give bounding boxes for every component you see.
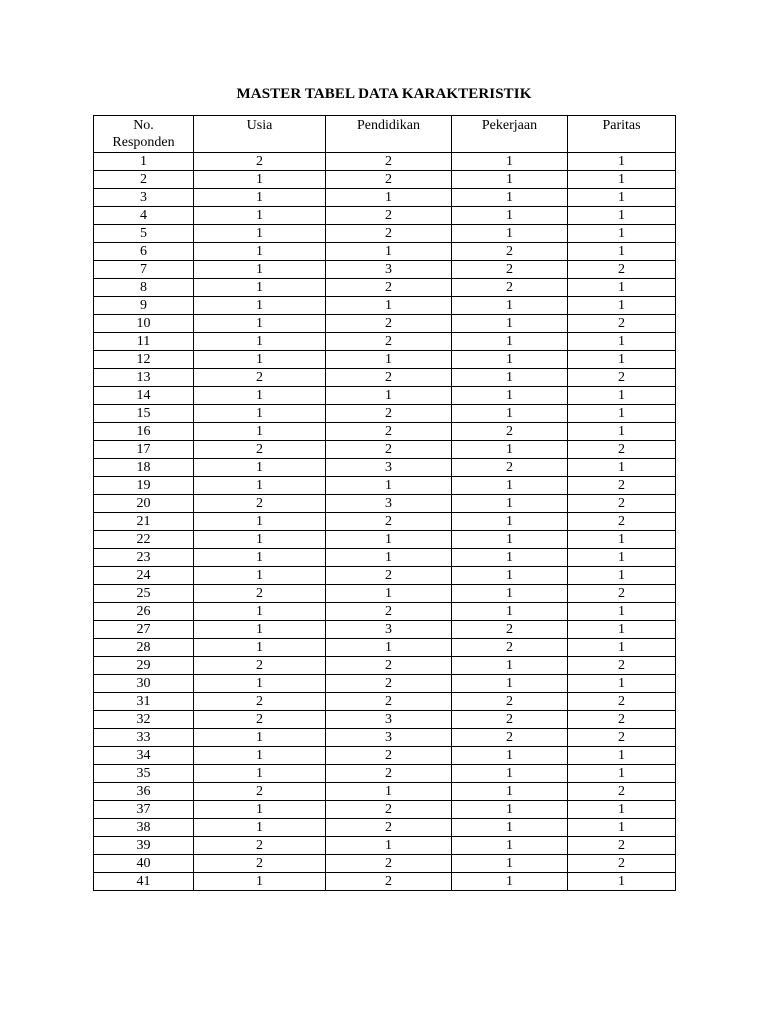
cell-paritas: 1 <box>568 279 676 297</box>
cell-usia: 1 <box>194 333 326 351</box>
cell-paritas: 1 <box>568 801 676 819</box>
cell-pekerjaan: 1 <box>452 585 568 603</box>
cell-pendidikan: 2 <box>326 225 452 243</box>
cell-usia: 2 <box>194 711 326 729</box>
cell-no-responden: 24 <box>94 567 194 585</box>
table-row <box>94 459 676 477</box>
cell-usia: 2 <box>194 369 326 387</box>
cell-usia: 1 <box>194 801 326 819</box>
cell-pekerjaan: 1 <box>452 225 568 243</box>
cell-paritas: 1 <box>568 351 676 369</box>
cell-pekerjaan: 1 <box>452 837 568 855</box>
cell-pekerjaan: 1 <box>452 567 568 585</box>
cell-usia: 2 <box>194 657 326 675</box>
cell-paritas: 1 <box>568 171 676 189</box>
cell-pendidikan: 2 <box>326 765 452 783</box>
cell-usia: 1 <box>194 351 326 369</box>
table-row <box>94 783 676 801</box>
page-title: MASTER TABEL DATA KARAKTERISTIK <box>236 86 532 102</box>
cell-pendidikan: 1 <box>326 585 452 603</box>
cell-pekerjaan: 1 <box>452 297 568 315</box>
cell-pendidikan: 2 <box>326 675 452 693</box>
cell-pekerjaan: 1 <box>452 819 568 837</box>
cell-usia: 1 <box>194 513 326 531</box>
cell-usia: 1 <box>194 225 326 243</box>
cell-pekerjaan: 1 <box>452 405 568 423</box>
cell-paritas: 2 <box>568 693 676 711</box>
cell-pekerjaan: 1 <box>452 855 568 873</box>
cell-pendidikan: 3 <box>326 621 452 639</box>
cell-usia: 1 <box>194 297 326 315</box>
cell-pekerjaan: 2 <box>452 639 568 657</box>
cell-pendidikan: 2 <box>326 603 452 621</box>
table-row <box>94 621 676 639</box>
cell-usia: 2 <box>194 585 326 603</box>
cell-pekerjaan: 1 <box>452 657 568 675</box>
table-row <box>94 153 676 171</box>
cell-usia: 1 <box>194 729 326 747</box>
table-row <box>94 333 676 351</box>
cell-paritas: 2 <box>568 729 676 747</box>
table-row <box>94 171 676 189</box>
cell-pekerjaan: 1 <box>452 531 568 549</box>
cell-usia: 1 <box>194 819 326 837</box>
cell-paritas: 2 <box>568 783 676 801</box>
cell-no-responden: 26 <box>94 603 194 621</box>
cell-usia: 1 <box>194 567 326 585</box>
cell-pekerjaan: 2 <box>452 711 568 729</box>
cell-paritas: 1 <box>568 639 676 657</box>
table-row <box>94 423 676 441</box>
table-row <box>94 207 676 225</box>
table-row <box>94 567 676 585</box>
table-row <box>94 315 676 333</box>
cell-usia: 1 <box>194 621 326 639</box>
cell-pekerjaan: 1 <box>452 783 568 801</box>
cell-pekerjaan: 1 <box>452 387 568 405</box>
table-row <box>94 729 676 747</box>
cell-no-responden: 36 <box>94 783 194 801</box>
header-row <box>94 116 676 153</box>
cell-paritas: 1 <box>568 387 676 405</box>
cell-paritas: 1 <box>568 873 676 891</box>
cell-no-responden: 8 <box>94 279 194 297</box>
cell-usia: 1 <box>194 207 326 225</box>
cell-no-responden: 12 <box>94 351 194 369</box>
cell-paritas: 1 <box>568 531 676 549</box>
header-usia: Usia <box>194 116 326 153</box>
cell-paritas: 1 <box>568 747 676 765</box>
cell-no-responden: 14 <box>94 387 194 405</box>
table-row <box>94 279 676 297</box>
cell-usia: 1 <box>194 279 326 297</box>
cell-pendidikan: 2 <box>326 441 452 459</box>
cell-pekerjaan: 2 <box>452 729 568 747</box>
cell-paritas: 1 <box>568 153 676 171</box>
table-row <box>94 603 676 621</box>
cell-pendidikan: 1 <box>326 297 452 315</box>
table-row <box>94 405 676 423</box>
cell-no-responden: 22 <box>94 531 194 549</box>
cell-usia: 1 <box>194 387 326 405</box>
cell-pekerjaan: 2 <box>452 279 568 297</box>
cell-pekerjaan: 1 <box>452 873 568 891</box>
cell-usia: 1 <box>194 477 326 495</box>
table-row <box>94 243 676 261</box>
cell-usia: 1 <box>194 315 326 333</box>
header-no-responden-label: No. Responden <box>112 118 175 150</box>
cell-pendidikan: 3 <box>326 729 452 747</box>
cell-pendidikan: 2 <box>326 567 452 585</box>
table-row <box>94 639 676 657</box>
cell-no-responden: 38 <box>94 819 194 837</box>
cell-paritas: 2 <box>568 495 676 513</box>
cell-no-responden: 31 <box>94 693 194 711</box>
cell-usia: 1 <box>194 243 326 261</box>
cell-no-responden: 37 <box>94 801 194 819</box>
cell-pendidikan: 2 <box>326 315 452 333</box>
cell-paritas: 1 <box>568 459 676 477</box>
cell-pendidikan: 1 <box>326 351 452 369</box>
cell-no-responden: 18 <box>94 459 194 477</box>
cell-pekerjaan: 1 <box>452 171 568 189</box>
cell-no-responden: 27 <box>94 621 194 639</box>
cell-no-responden: 3 <box>94 189 194 207</box>
cell-no-responden: 25 <box>94 585 194 603</box>
table-row <box>94 747 676 765</box>
cell-usia: 1 <box>194 423 326 441</box>
table-row <box>94 765 676 783</box>
table-row <box>94 585 676 603</box>
cell-usia: 1 <box>194 531 326 549</box>
cell-usia: 1 <box>194 171 326 189</box>
cell-no-responden: 16 <box>94 423 194 441</box>
cell-pekerjaan: 2 <box>452 243 568 261</box>
cell-usia: 1 <box>194 405 326 423</box>
cell-no-responden: 41 <box>94 873 194 891</box>
cell-pendidikan: 2 <box>326 369 452 387</box>
cell-pendidikan: 2 <box>326 513 452 531</box>
cell-pendidikan: 1 <box>326 549 452 567</box>
header-no-responden <box>94 116 194 153</box>
cell-usia: 1 <box>194 765 326 783</box>
cell-usia: 1 <box>194 675 326 693</box>
cell-paritas: 1 <box>568 819 676 837</box>
cell-usia: 2 <box>194 441 326 459</box>
cell-paritas: 1 <box>568 549 676 567</box>
cell-pendidikan: 2 <box>326 657 452 675</box>
cell-pekerjaan: 1 <box>452 315 568 333</box>
cell-pekerjaan: 1 <box>452 333 568 351</box>
cell-pendidikan: 1 <box>326 189 452 207</box>
cell-pendidikan: 2 <box>326 819 452 837</box>
cell-no-responden: 33 <box>94 729 194 747</box>
cell-paritas: 1 <box>568 189 676 207</box>
table-row <box>94 819 676 837</box>
cell-pendidikan: 2 <box>326 855 452 873</box>
cell-pendidikan: 2 <box>326 153 452 171</box>
cell-paritas: 1 <box>568 675 676 693</box>
cell-pekerjaan: 1 <box>452 153 568 171</box>
cell-pendidikan: 2 <box>326 207 452 225</box>
cell-pendidikan: 2 <box>326 873 452 891</box>
cell-pendidikan: 2 <box>326 423 452 441</box>
cell-usia: 1 <box>194 459 326 477</box>
table-row <box>94 441 676 459</box>
table-row <box>94 531 676 549</box>
cell-pekerjaan: 1 <box>452 351 568 369</box>
cell-no-responden: 17 <box>94 441 194 459</box>
master-data-table <box>93 115 676 891</box>
cell-pendidikan: 2 <box>326 693 452 711</box>
cell-pendidikan: 1 <box>326 639 452 657</box>
cell-pendidikan: 1 <box>326 531 452 549</box>
cell-no-responden: 11 <box>94 333 194 351</box>
cell-usia: 1 <box>194 873 326 891</box>
table-row <box>94 657 676 675</box>
cell-paritas: 1 <box>568 243 676 261</box>
cell-paritas: 1 <box>568 405 676 423</box>
cell-pendidikan: 3 <box>326 495 452 513</box>
cell-pendidikan: 2 <box>326 279 452 297</box>
table-row <box>94 549 676 567</box>
cell-pekerjaan: 2 <box>452 459 568 477</box>
cell-no-responden: 32 <box>94 711 194 729</box>
cell-paritas: 1 <box>568 225 676 243</box>
cell-pekerjaan: 1 <box>452 369 568 387</box>
cell-paritas: 1 <box>568 567 676 585</box>
cell-usia: 1 <box>194 639 326 657</box>
cell-no-responden: 7 <box>94 261 194 279</box>
cell-pekerjaan: 2 <box>452 261 568 279</box>
cell-no-responden: 13 <box>94 369 194 387</box>
cell-paritas: 1 <box>568 333 676 351</box>
cell-pekerjaan: 1 <box>452 801 568 819</box>
cell-pendidikan: 1 <box>326 477 452 495</box>
cell-no-responden: 5 <box>94 225 194 243</box>
cell-usia: 1 <box>194 189 326 207</box>
table-row <box>94 675 676 693</box>
cell-pekerjaan: 2 <box>452 693 568 711</box>
cell-usia: 2 <box>194 837 326 855</box>
cell-pendidikan: 2 <box>326 747 452 765</box>
cell-no-responden: 10 <box>94 315 194 333</box>
table-row <box>94 225 676 243</box>
cell-no-responden: 21 <box>94 513 194 531</box>
cell-pendidikan: 2 <box>326 333 452 351</box>
cell-pendidikan: 2 <box>326 405 452 423</box>
cell-pendidikan: 1 <box>326 243 452 261</box>
cell-pekerjaan: 1 <box>452 549 568 567</box>
table-row <box>94 855 676 873</box>
header-pekerjaan: Pekerjaan <box>452 116 568 153</box>
table-row <box>94 513 676 531</box>
cell-pekerjaan: 1 <box>452 603 568 621</box>
cell-usia: 2 <box>194 495 326 513</box>
cell-pendidikan: 1 <box>326 837 452 855</box>
cell-paritas: 2 <box>568 369 676 387</box>
table-header <box>94 116 676 153</box>
cell-pendidikan: 3 <box>326 711 452 729</box>
cell-pekerjaan: 1 <box>452 495 568 513</box>
cell-paritas: 2 <box>568 513 676 531</box>
table-row <box>94 711 676 729</box>
cell-paritas: 1 <box>568 621 676 639</box>
cell-no-responden: 6 <box>94 243 194 261</box>
header-paritas: Paritas <box>568 116 676 153</box>
cell-no-responden: 19 <box>94 477 194 495</box>
cell-pendidikan: 3 <box>326 459 452 477</box>
cell-usia: 1 <box>194 747 326 765</box>
cell-usia: 2 <box>194 855 326 873</box>
cell-no-responden: 9 <box>94 297 194 315</box>
cell-usia: 1 <box>194 603 326 621</box>
cell-no-responden: 1 <box>94 153 194 171</box>
cell-pekerjaan: 1 <box>452 765 568 783</box>
cell-pendidikan: 1 <box>326 387 452 405</box>
cell-no-responden: 30 <box>94 675 194 693</box>
cell-no-responden: 4 <box>94 207 194 225</box>
cell-paritas: 1 <box>568 207 676 225</box>
cell-pendidikan: 1 <box>326 783 452 801</box>
cell-pekerjaan: 1 <box>452 675 568 693</box>
cell-paritas: 2 <box>568 477 676 495</box>
cell-no-responden: 23 <box>94 549 194 567</box>
table-row <box>94 261 676 279</box>
cell-no-responden: 29 <box>94 657 194 675</box>
cell-pekerjaan: 1 <box>452 747 568 765</box>
cell-no-responden: 28 <box>94 639 194 657</box>
cell-pekerjaan: 2 <box>452 621 568 639</box>
cell-usia: 2 <box>194 153 326 171</box>
header-pendidikan: Pendidikan <box>326 116 452 153</box>
cell-pekerjaan: 1 <box>452 513 568 531</box>
table-row <box>94 351 676 369</box>
cell-paritas: 1 <box>568 603 676 621</box>
cell-pendidikan: 3 <box>326 261 452 279</box>
table-row <box>94 369 676 387</box>
cell-no-responden: 34 <box>94 747 194 765</box>
cell-paritas: 2 <box>568 837 676 855</box>
cell-paritas: 2 <box>568 855 676 873</box>
cell-pendidikan: 2 <box>326 171 452 189</box>
cell-usia: 2 <box>194 693 326 711</box>
cell-paritas: 2 <box>568 441 676 459</box>
cell-no-responden: 2 <box>94 171 194 189</box>
cell-usia: 1 <box>194 261 326 279</box>
cell-paritas: 2 <box>568 315 676 333</box>
cell-paritas: 1 <box>568 765 676 783</box>
cell-no-responden: 35 <box>94 765 194 783</box>
cell-pekerjaan: 2 <box>452 423 568 441</box>
cell-paritas: 1 <box>568 297 676 315</box>
cell-pekerjaan: 1 <box>452 441 568 459</box>
table-row <box>94 297 676 315</box>
cell-no-responden: 20 <box>94 495 194 513</box>
table-row <box>94 189 676 207</box>
table-row <box>94 801 676 819</box>
cell-paritas: 2 <box>568 711 676 729</box>
table-row <box>94 837 676 855</box>
table-row <box>94 495 676 513</box>
cell-paritas: 2 <box>568 585 676 603</box>
cell-pekerjaan: 1 <box>452 189 568 207</box>
cell-pekerjaan: 1 <box>452 207 568 225</box>
cell-no-responden: 39 <box>94 837 194 855</box>
cell-paritas: 2 <box>568 657 676 675</box>
cell-pendidikan: 2 <box>326 801 452 819</box>
cell-paritas: 1 <box>568 423 676 441</box>
table-row <box>94 693 676 711</box>
table-row <box>94 387 676 405</box>
table-body <box>94 153 676 891</box>
cell-usia: 2 <box>194 783 326 801</box>
cell-usia: 1 <box>194 549 326 567</box>
cell-pekerjaan: 1 <box>452 477 568 495</box>
table-row <box>94 873 676 891</box>
cell-no-responden: 40 <box>94 855 194 873</box>
cell-paritas: 2 <box>568 261 676 279</box>
table-row <box>94 477 676 495</box>
cell-no-responden: 15 <box>94 405 194 423</box>
